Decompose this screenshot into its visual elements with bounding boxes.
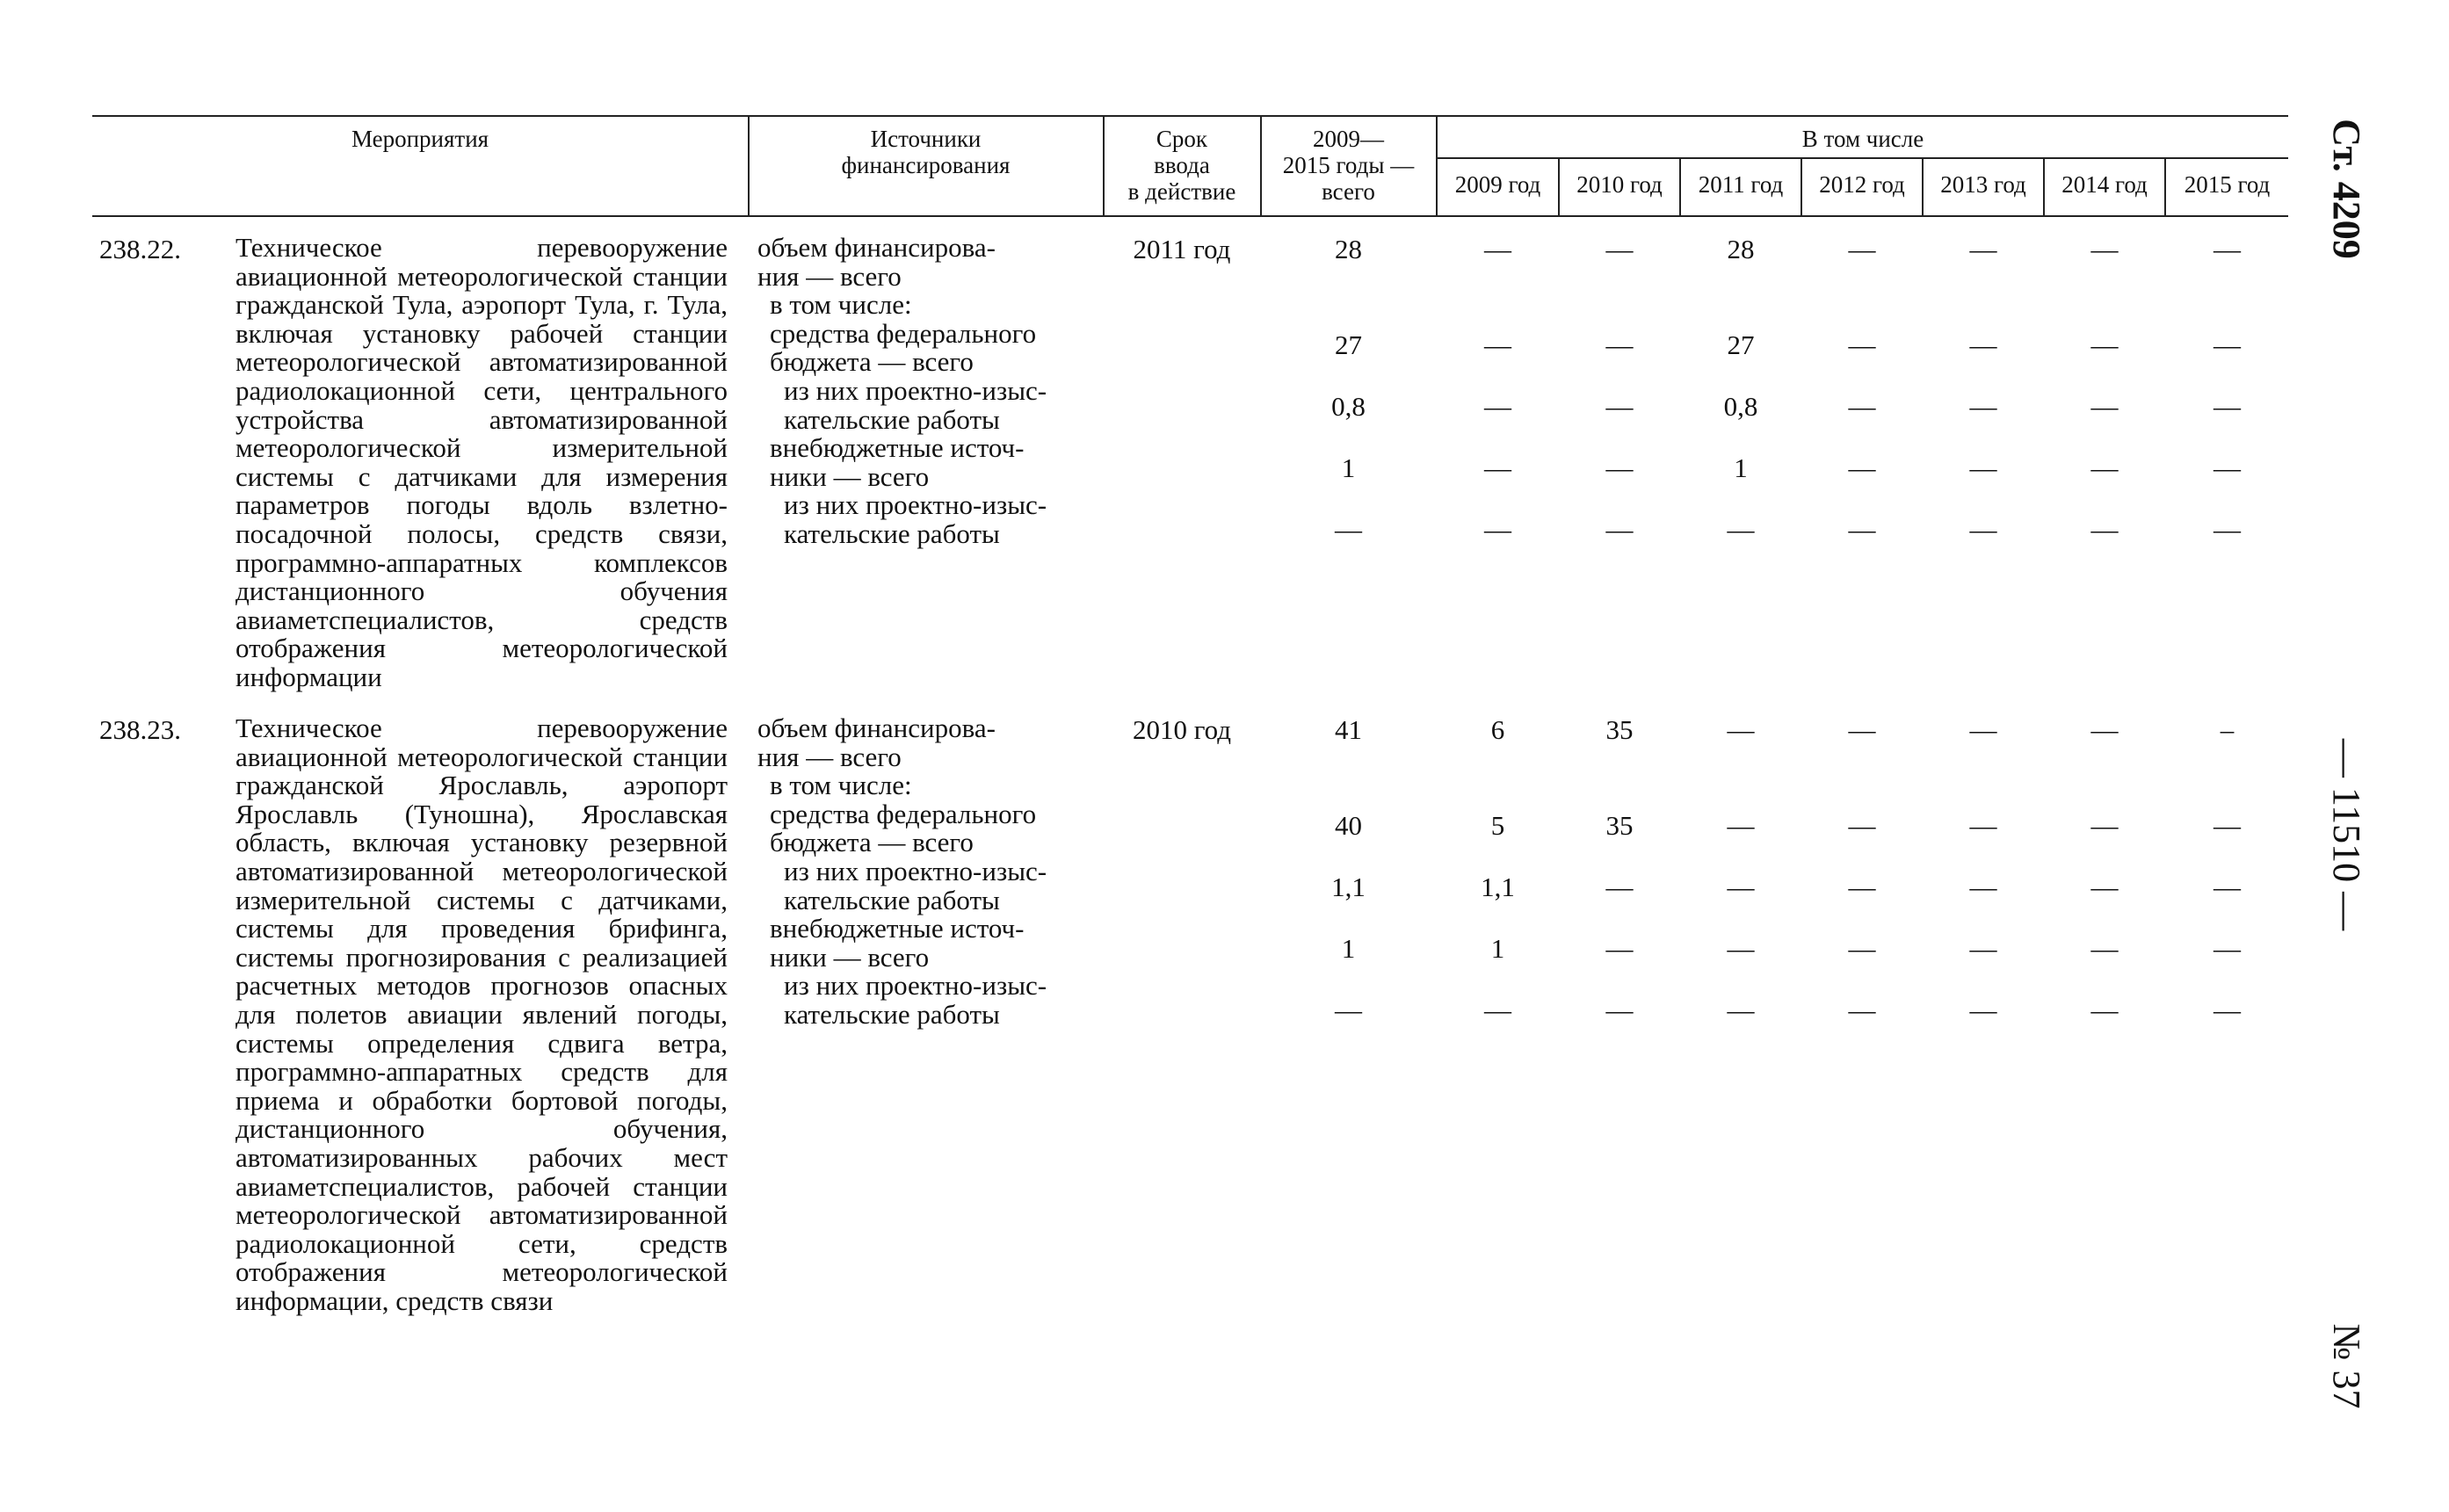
header-measures: Мероприятия xyxy=(351,126,489,152)
header-year: 2010 год xyxy=(1576,171,1663,198)
header-including: В том числе xyxy=(1801,126,1924,152)
row-description: Техническое перевооружение авиационной метеорологической станции гражданской Ярославль, аэропорт Ярославль (Туношна), Ярославская область, включая установку резервной автоматизированной метеорологической измерительной системы с датчиками, системы для проведения брифинга, системы прогнозирования с реализацией расчетных методов прогнозов опасных для полетов авиации явлений погоды, системы определения сдвига ветра, программно-аппаратных средств для приема и обработки бортовой погоды, дистанционного обучения, автоматизированных рабочих мест авиаметспециалистов, рабочей станции метеорологической автоматизированной радиолокационной сети, средств отображения метеорологической информации, средств связи xyxy=(235,713,728,1316)
value-cell: — xyxy=(2214,514,2241,545)
value-cell: — xyxy=(2090,810,2119,841)
value-cell: — xyxy=(2214,234,2241,264)
value-cell: — xyxy=(1727,514,1755,545)
header-top-rule xyxy=(92,115,2288,117)
value-cell: — xyxy=(1969,452,1997,483)
value-cell: — xyxy=(1484,391,1511,422)
value-cell: — xyxy=(1848,514,1876,545)
row-sources: объем финансирова- ния — всего в том числе: средства федерального бюджета — всего из них проектно-изыс- кательские работы внебюджетные источ- ники — всего из них проектно-изыс- кательские работы xyxy=(757,232,1047,549)
value-cell: — xyxy=(1969,514,1997,545)
row-term: 2010 год xyxy=(1132,714,1232,745)
value-cell: — xyxy=(2214,810,2241,841)
value-cell: — xyxy=(1727,714,1755,745)
value-cell: — xyxy=(1848,329,1876,360)
value-cell: — xyxy=(2214,391,2241,422)
value-cell: — xyxy=(2090,872,2119,902)
value-cell: — xyxy=(1848,714,1876,745)
value-cell: 27 xyxy=(1727,329,1755,360)
value-cell: — xyxy=(1969,234,1997,264)
value-cell: — xyxy=(2090,329,2119,360)
value-cell: – xyxy=(2220,714,2235,745)
value-cell: — xyxy=(1605,234,1634,264)
value-cell: — xyxy=(1605,514,1634,545)
row-term: 2011 год xyxy=(1133,234,1231,264)
value-cell: — xyxy=(2090,391,2119,422)
row-number: 238.22. xyxy=(99,234,181,264)
value-cell: — xyxy=(1484,329,1511,360)
value-cell: — xyxy=(2090,452,2119,483)
value-cell: 0,8 xyxy=(1331,391,1366,422)
value-cell: — xyxy=(1335,995,1362,1025)
value-cell: — xyxy=(1969,391,1997,422)
header-sources: Источники финансирования xyxy=(841,126,1011,178)
header-inner-rule xyxy=(1437,157,2288,159)
value-cell: — xyxy=(2090,514,2119,545)
header-year: 2015 год xyxy=(2184,171,2271,198)
value-cell: — xyxy=(2214,995,2241,1025)
value-cell: 27 xyxy=(1335,329,1362,360)
value-cell: 35 xyxy=(1605,810,1634,841)
value-cell: — xyxy=(1969,714,1997,745)
value-cell: — xyxy=(1727,995,1755,1025)
value-cell: — xyxy=(1848,995,1876,1025)
value-cell: 1,1 xyxy=(1481,872,1515,902)
value-cell: — xyxy=(1969,933,1997,964)
value-cell: — xyxy=(2090,995,2119,1025)
value-cell: — xyxy=(2214,452,2241,483)
value-cell: — xyxy=(1969,872,1997,902)
value-cell: 35 xyxy=(1605,714,1634,745)
value-cell: 28 xyxy=(1727,234,1755,264)
value-cell: — xyxy=(1848,452,1876,483)
value-cell: — xyxy=(1969,329,1997,360)
value-cell: — xyxy=(1484,452,1511,483)
header-year: 2011 год xyxy=(1698,171,1784,198)
value-cell: 1 xyxy=(1490,933,1505,964)
value-cell: — xyxy=(1969,995,1997,1025)
value-cell: — xyxy=(1484,234,1511,264)
value-cell: — xyxy=(1848,810,1876,841)
value-cell: — xyxy=(2214,933,2241,964)
value-cell: — xyxy=(2090,714,2119,745)
value-cell: 1 xyxy=(1341,452,1356,483)
value-cell: 6 xyxy=(1490,714,1505,745)
value-cell: — xyxy=(1848,391,1876,422)
value-cell: — xyxy=(1605,933,1634,964)
value-cell: — xyxy=(1848,872,1876,902)
value-cell: — xyxy=(1605,995,1634,1025)
header-year: 2009 год xyxy=(1454,171,1541,198)
value-cell: — xyxy=(1848,234,1876,264)
value-cell: — xyxy=(2214,329,2241,360)
header-total: 2009— 2015 годы — всего xyxy=(1282,126,1415,205)
value-cell: — xyxy=(1969,810,1997,841)
value-cell: — xyxy=(2090,933,2119,964)
row-number: 238.23. xyxy=(99,714,181,745)
value-cell: 28 xyxy=(1335,234,1362,264)
header-year: 2014 год xyxy=(2061,171,2148,198)
value-cell: 1 xyxy=(1734,452,1748,483)
value-cell: 40 xyxy=(1335,810,1362,841)
value-cell: — xyxy=(1848,933,1876,964)
value-cell: — xyxy=(1484,995,1511,1025)
value-cell: — xyxy=(1605,329,1634,360)
header-term: Срок ввода в действие xyxy=(1127,126,1236,205)
page-number: — 11510 — xyxy=(2325,738,2368,931)
value-cell: — xyxy=(2214,872,2241,902)
value-cell: 1,1 xyxy=(1331,872,1366,902)
value-cell: — xyxy=(1727,933,1755,964)
value-cell: — xyxy=(1727,872,1755,902)
value-cell: 41 xyxy=(1335,714,1362,745)
value-cell: 5 xyxy=(1490,810,1505,841)
header-year: 2012 год xyxy=(1819,171,1905,198)
value-cell: — xyxy=(1605,391,1634,422)
header-bottom-rule xyxy=(92,215,2288,217)
value-cell: — xyxy=(1605,872,1634,902)
value-cell: — xyxy=(2090,234,2119,264)
header-year: 2013 год xyxy=(1940,171,2026,198)
value-cell: — xyxy=(1727,810,1755,841)
row-sources: объем финансирова- ния — всего в том числе: средства федерального бюджета — всего из них проектно-изыс- кательские работы внебюджетные источ- ники — всего из них проектно-изыс- кательские работы xyxy=(757,713,1047,1030)
value-cell: — xyxy=(1335,514,1362,545)
page-reference: Ст. 4209 xyxy=(2325,119,2368,259)
value-cell: 0,8 xyxy=(1723,391,1758,422)
value-cell: 1 xyxy=(1341,933,1356,964)
value-cell: — xyxy=(1605,452,1634,483)
value-cell: — xyxy=(1484,514,1511,545)
row-description: Техническое перевооружение авиационной метеорологической станции гражданской Тула, аэропорт Тула, г. Тула, включая установку рабочей станции метеорологической автоматизированной радиолокационной сети, центрального устройства автоматизированной метеорологической измерительной системы с датчиками для измерения параметров погоды вдоль взлетно-посадочной полосы, средств связи, программно-аппаратных комплексов дистанционного обучения авиаметспециалистов, средств отображения метеорологической информации xyxy=(235,232,728,692)
issue-number: № 37 xyxy=(2325,1323,2368,1409)
